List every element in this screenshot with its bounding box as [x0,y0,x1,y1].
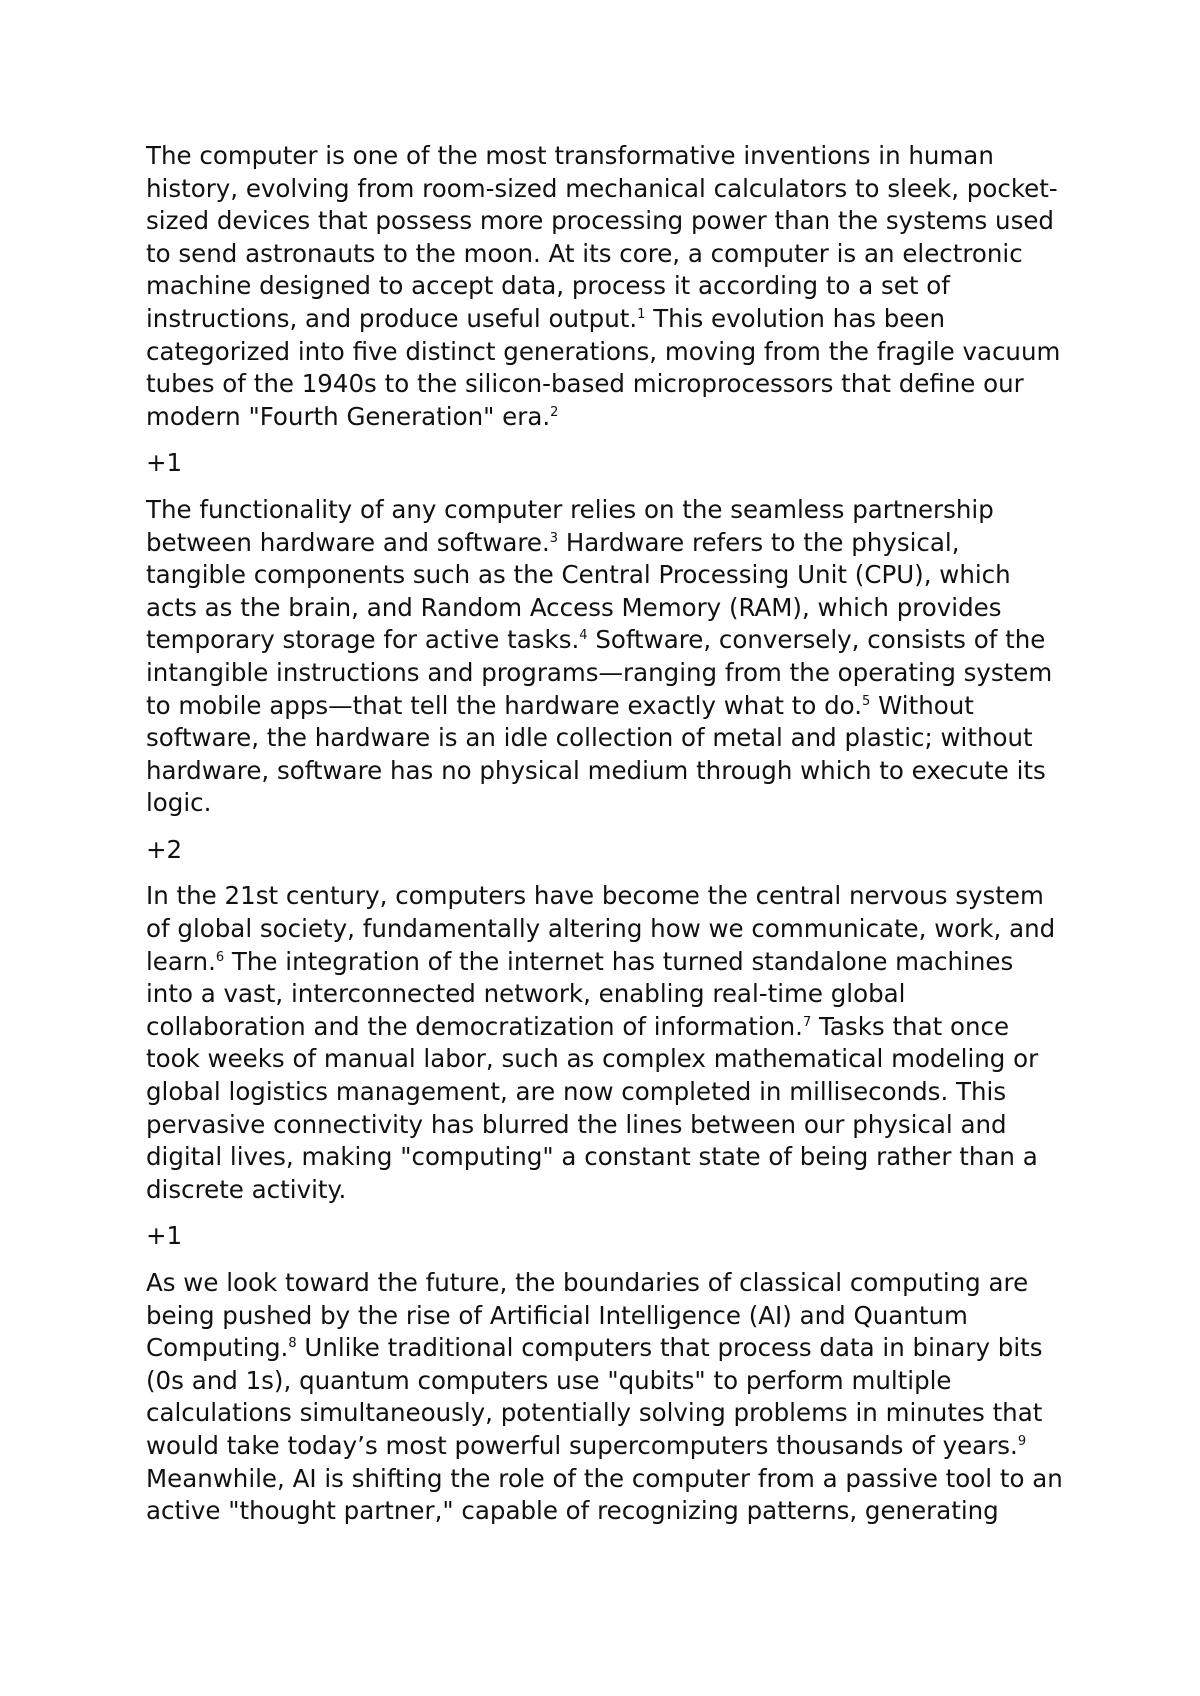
text-line [146,1043,1086,1076]
text-line [146,657,1086,690]
line-text-after-footnote: Unlike traditional computers that process data in binary bits [296,1333,1043,1363]
line-text: learn. [146,946,216,976]
text-line [146,1300,1086,1333]
text-line [146,946,1086,979]
line-text: The computer is one of the most transformative inventions in human [146,141,994,170]
line-text: discrete activity. [146,1174,347,1204]
text-line [146,336,1086,369]
paragraph [146,1267,1086,1528]
line-text: digital lives, making "computing" a constant state of being rather than a [146,1142,1038,1172]
text-line [146,1174,1086,1207]
line-text-after-footnote: Without [870,690,974,720]
text-line [146,401,1086,434]
paragraph [146,140,1086,433]
line-text-after-footnote: Software, conversely, consists of the [587,625,1046,655]
footnote-ref[interactable]: 7 [802,1014,812,1030]
line-text-after-footnote: Hardware refers to the physical, [558,527,960,557]
text-line [146,592,1086,625]
footnote-ref[interactable]: 2 [550,404,559,420]
text-line [146,303,1086,336]
footnote-ref[interactable]: 3 [549,530,559,546]
line-text: collaboration and the democratization of information. [146,1011,803,1041]
line-text-after-footnote: Tasks that once [811,1011,1010,1041]
text-line [146,173,1086,206]
line-text: temporary storage for active tasks. [146,625,580,655]
line-text: being pushed by the rise of Artificial Intelligence (AI) and Quantum [146,1300,968,1330]
footnote-ref[interactable]: 6 [215,949,225,965]
text-line [146,1011,1086,1044]
text-line [146,880,1086,913]
line-text: logic. [146,788,212,818]
text-line [146,140,1086,173]
text-line [146,722,1086,755]
text-line [146,1076,1086,1109]
line-text: would take today’s most powerful supercomputers thousands of years. [146,1430,1018,1460]
line-text: to send astronauts to the moon. At its core, a computer is an electronic [146,238,1023,268]
text-line [146,205,1086,238]
text-line [146,238,1086,271]
line-text: Computing. [146,1333,289,1363]
line-text: The functionality of any computer relies on the seamless partnership [146,494,994,524]
line-text: calculations simultaneously, potentially solving problems in minutes that [146,1398,1043,1428]
line-text: modern "Fourth Generation" era. [146,401,551,431]
text-line [146,1109,1086,1142]
line-text: instructions, and produce useful output. [146,303,638,333]
line-text: of global society, fundamentally altering how we communicate, work, and [146,914,1056,944]
text-line [146,494,1086,527]
source-count-marker[interactable]: +2 [146,834,183,864]
text-line [146,978,1086,1011]
line-text: global logistics management, are now completed in milliseconds. This [146,1077,1007,1107]
line-text: tangible components such as the Central Processing Unit (CPU), which [146,560,1011,590]
footnote-ref[interactable]: 8 [288,1336,297,1352]
line-text: acts as the brain, and Random Access Memory (RAM), which provides [146,592,1002,622]
text-line [146,1397,1086,1430]
text-line [146,1267,1086,1300]
line-text: tubes of the 1940s to the silicon-based microprocessors that define our [146,369,1024,399]
line-text-after-footnote: This evolution has been [645,303,945,333]
source-count-marker[interactable]: +1 [146,448,183,478]
text-line [146,755,1086,788]
text-line [146,559,1086,592]
paragraph [146,494,1086,820]
line-text: (0s and 1s), quantum computers use "qubits" to perform multiple [146,1365,952,1395]
line-text: to mobile apps—that tell the hardware exactly what to do. [146,690,863,720]
text-line [146,690,1086,723]
line-text: software, the hardware is an idle collection of metal and plastic; without [146,723,1033,753]
text-line [146,787,1086,820]
line-text-after-footnote: The integration of the internet has turned standalone machines [224,946,1014,976]
text-line [146,1365,1086,1398]
text-line [146,1141,1086,1174]
text-line [146,624,1086,657]
line-text: pervasive connectivity has blurred the lines between our physical and [146,1109,1007,1139]
footnote-ref[interactable]: 5 [862,693,871,709]
line-text: As we look toward the future, the boundaries of classical computing are [146,1268,1029,1297]
line-text: took weeks of manual labor, such as complex mathematical modeling or [146,1044,1039,1074]
footnote-ref[interactable]: 1 [637,306,646,322]
text-line [146,270,1086,303]
line-text: between hardware and software. [146,527,550,557]
source-count-marker[interactable]: +1 [146,1221,183,1251]
text-line [146,368,1086,401]
text-line [146,1463,1086,1496]
text-line [146,1495,1086,1528]
line-text: categorized into five distinct generations, moving from the fragile vacuum [146,336,1061,366]
text-line [146,1332,1086,1365]
line-text: into a vast, interconnected network, enabling real-time global [146,979,906,1009]
line-text: In the 21st century, computers have become the central nervous system [146,881,1044,911]
text-line [146,913,1086,946]
footnote-ref[interactable]: 4 [579,628,588,644]
footnote-ref[interactable]: 9 [1017,1433,1027,1449]
line-text: machine designed to accept data, process it according to a set of [146,271,950,301]
line-text: Meanwhile, AI is shifting the role of the computer from a passive tool to an [146,1463,1063,1493]
line-text: history, evolving from room-sized mechanical calculators to sleek, pocket- [146,173,1058,203]
line-text: sized devices that possess more processing power than the systems used [146,206,1054,236]
line-text: active "thought partner," capable of recognizing patterns, generating [146,1496,999,1526]
text-line [146,527,1086,560]
paragraph [146,880,1086,1206]
text-line [146,1430,1086,1463]
line-text: hardware, software has no physical medium through which to execute its [146,755,1046,785]
line-text: intangible instructions and programs—ranging from the operating system [146,657,1053,687]
document-body [146,140,1086,1528]
